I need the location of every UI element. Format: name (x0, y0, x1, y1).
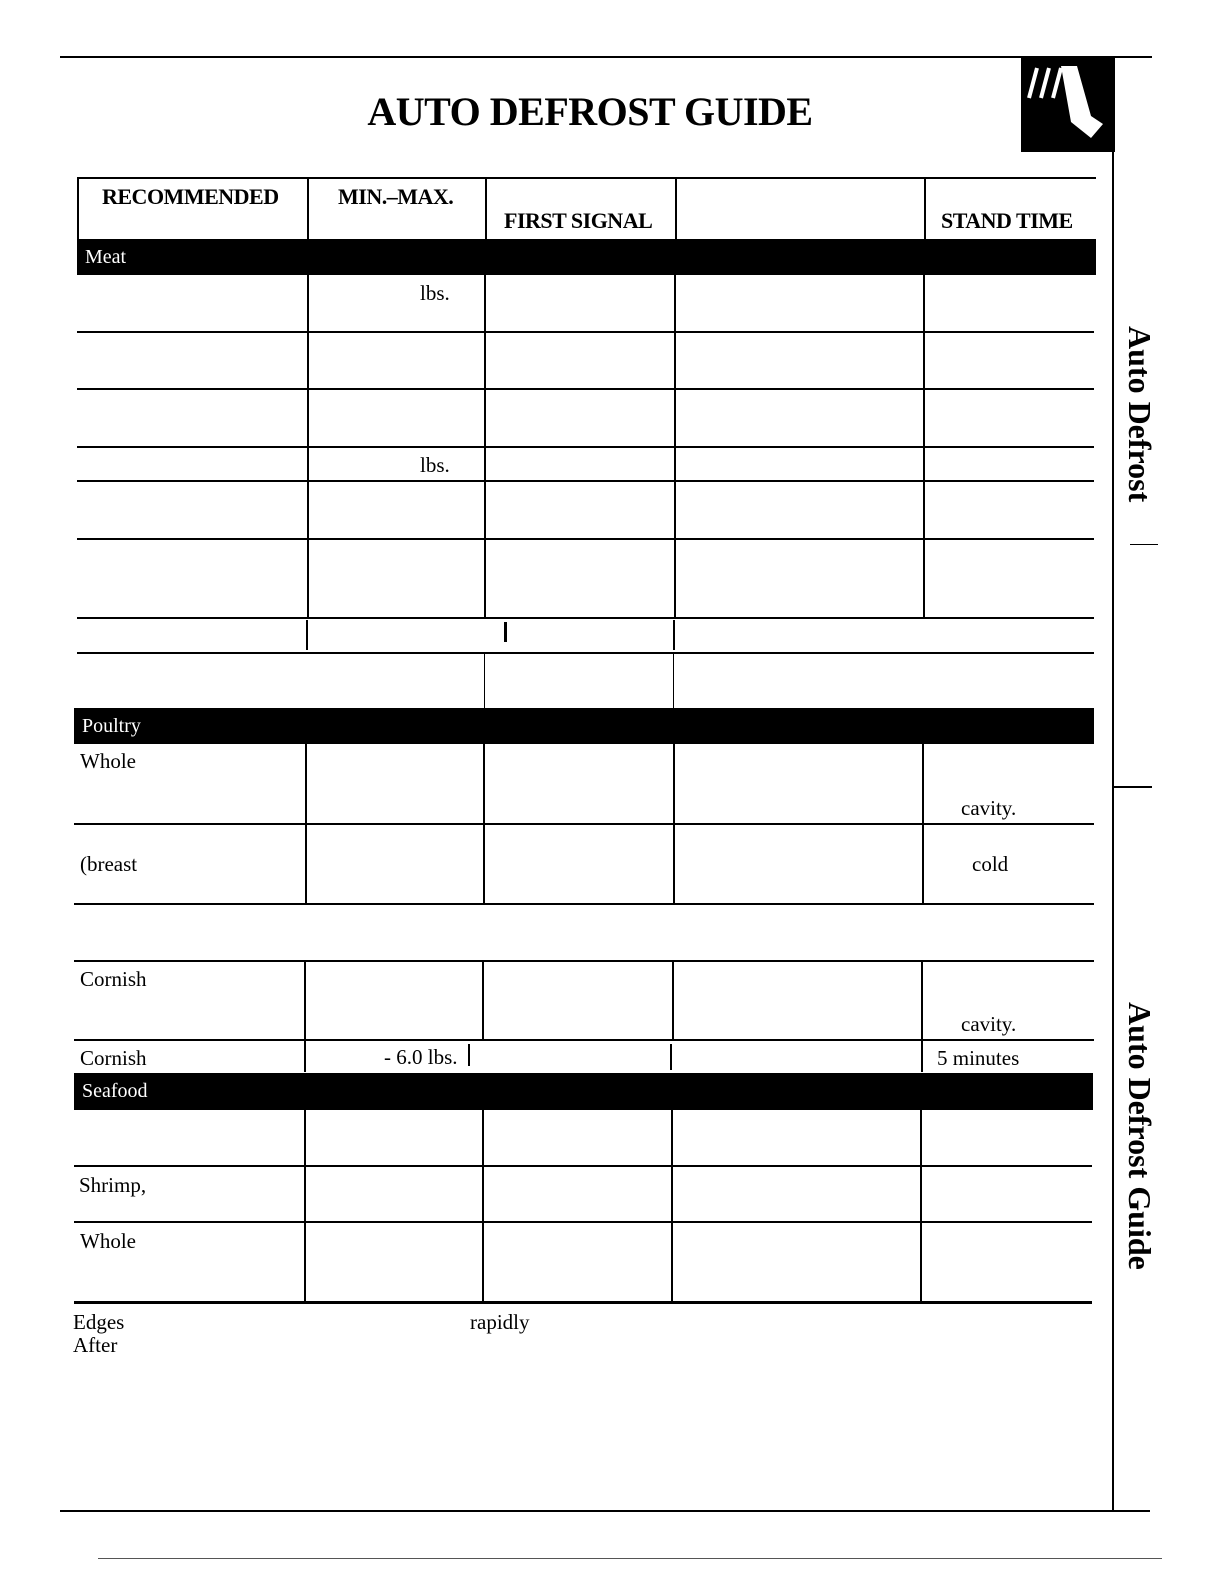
poultry-cornish1-label: Cornish (80, 967, 147, 991)
col-line (924, 177, 926, 239)
poultry-cornish2-label: Cornish (80, 1046, 147, 1070)
page-bottom-rule (98, 1558, 1162, 1559)
poultry-cornish2-min-max: - 6.0 lbs. (384, 1045, 458, 1069)
row-rule (77, 652, 1094, 654)
col-line (673, 620, 675, 650)
row-rule (74, 1165, 1092, 1167)
header-recommended: RECOMMENDED (102, 184, 279, 209)
row-rule (77, 388, 1094, 390)
row-rule (74, 1039, 1094, 1041)
side-tab-border (1112, 150, 1114, 1510)
poultry-whole-label: Whole (80, 749, 136, 773)
header-stand-time: STAND TIME (941, 208, 1073, 233)
poultry-cornish2-stand: 5 minutes (937, 1046, 1020, 1070)
col-line (306, 620, 308, 650)
col-line (673, 652, 674, 708)
col-line (675, 177, 677, 239)
top-rule (60, 56, 1152, 58)
col-line (671, 1110, 673, 1302)
col-line (304, 1110, 306, 1302)
side-tab-auto-defrost: Auto Defrost (1122, 326, 1158, 503)
section-seafood: Seafood (74, 1073, 1093, 1110)
col-line (304, 960, 306, 1072)
seafood-whole-label: Whole (80, 1229, 136, 1253)
side-tab-mark (1130, 544, 1158, 545)
col-line (482, 960, 484, 1040)
poultry-whole-stand: cavity. (961, 796, 1017, 820)
meat-row4-min-max: lbs. (420, 453, 450, 477)
col-line (670, 1044, 672, 1070)
header-min-max: MIN.–MAX. (338, 184, 454, 209)
table-top-rule (77, 177, 1096, 179)
row-rule (77, 480, 1094, 482)
side-tab-auto-defrost-guide: Auto Defrost Guide (1122, 1002, 1158, 1270)
col-line (920, 1110, 922, 1302)
row-rule (74, 1221, 1092, 1223)
col-line (307, 177, 309, 239)
footer-rapidly: rapidly (470, 1310, 530, 1334)
col-line (672, 960, 674, 1040)
footer-after: After (73, 1333, 118, 1357)
col-line (468, 1044, 470, 1066)
poultry-cornish1-stand: cavity. (961, 1012, 1017, 1036)
col-line (77, 177, 79, 239)
row-rule (77, 617, 1094, 619)
row-rule (77, 538, 1094, 540)
poultry-breast-label: (breast (80, 852, 138, 876)
row-rule (74, 960, 1094, 962)
row-rule (74, 903, 1094, 905)
col-line (485, 177, 487, 239)
page-title: AUTO DEFROST GUIDE (367, 89, 813, 134)
meat-row1-min-max: lbs. (420, 281, 450, 305)
row-rule (77, 331, 1094, 333)
poultry-breast-stand: cold (972, 852, 1009, 876)
col-line (504, 622, 507, 642)
seafood-shrimp-label: Shrimp, (79, 1173, 147, 1197)
header-first-signal: FIRST SIGNAL (504, 208, 653, 233)
row-rule (77, 446, 1094, 448)
side-tab-divider (1112, 786, 1152, 788)
col-line (484, 652, 485, 708)
table-bottom-rule (74, 1301, 1092, 1304)
section-poultry: Poultry (74, 708, 1094, 744)
section-meat: Meat (77, 239, 1096, 275)
col-line (482, 1110, 484, 1302)
bottom-rule (60, 1510, 1150, 1512)
col-line (921, 960, 923, 1072)
row-rule (74, 823, 1094, 825)
footer-edges: Edges (73, 1310, 125, 1334)
